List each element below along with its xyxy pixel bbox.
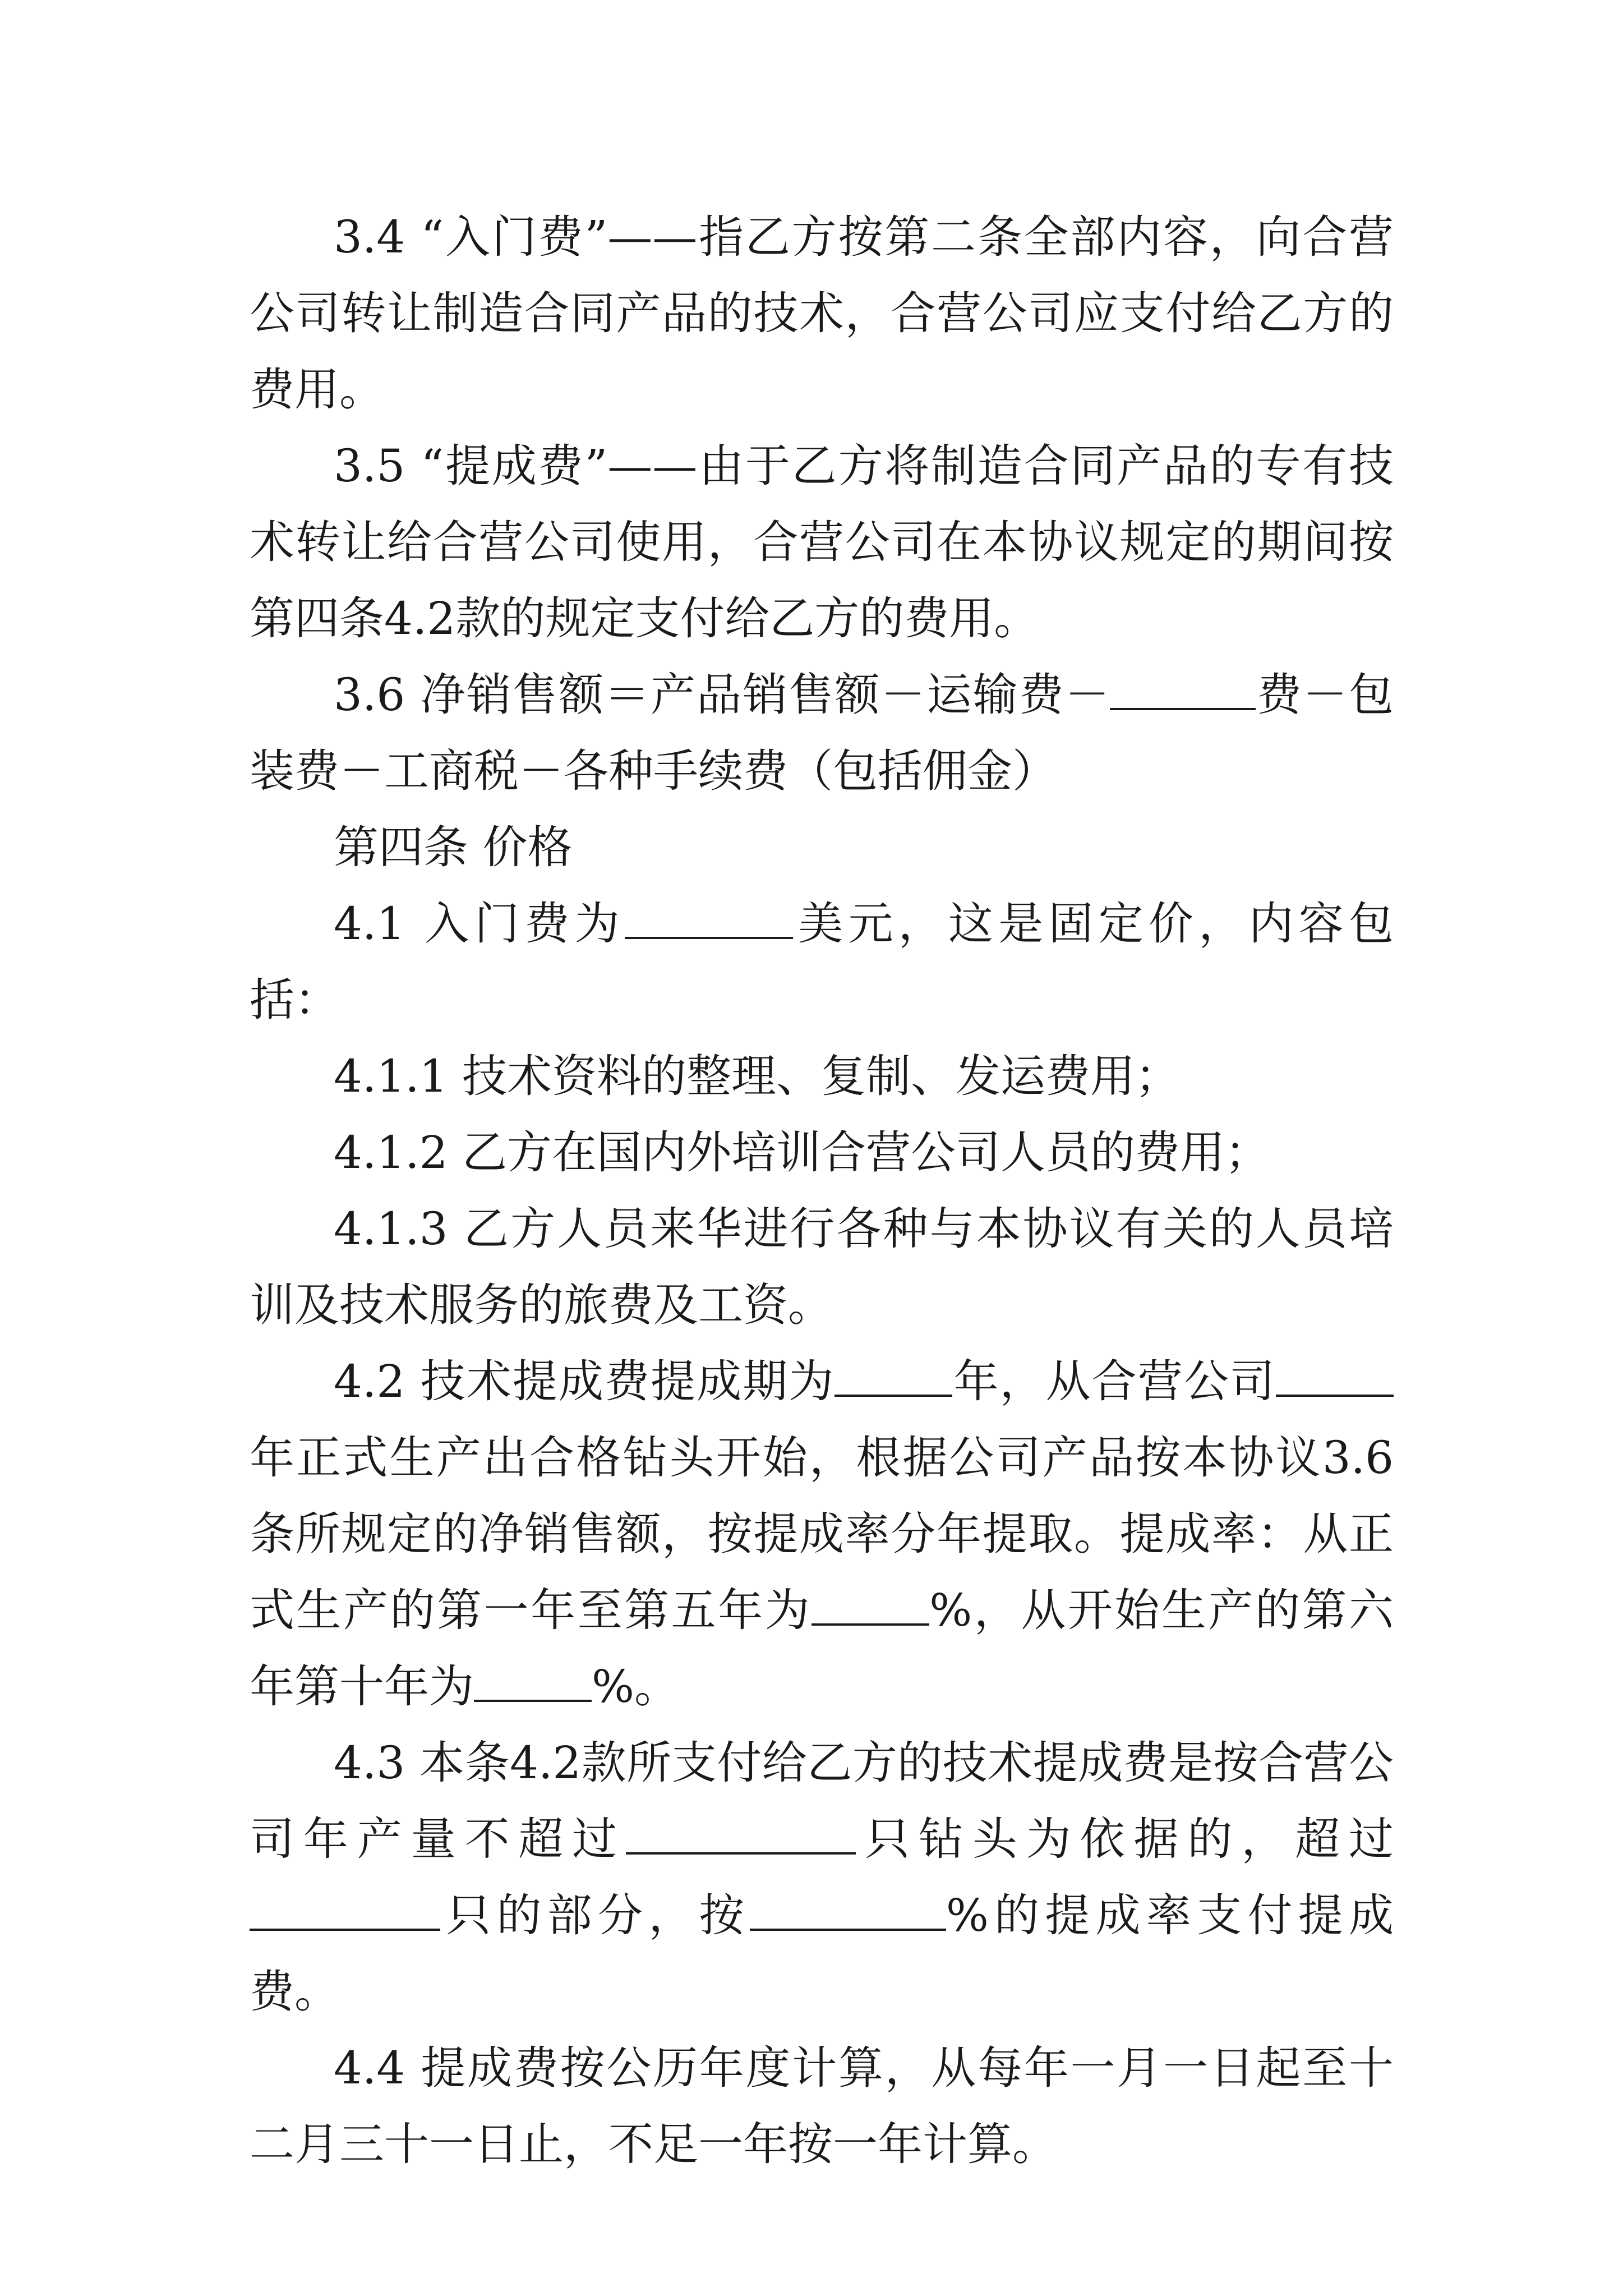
article-4-heading [250,809,1394,886]
clause-4-2-text-c: 年正式生产出合格钻头开始，根据公司产品按本协议3.6条所规定的净销售额，按提成率分年提取。提成率：从正式生产的第一年至第五年为 [250,1432,1394,1636]
clause-4-4 [250,2030,1394,2183]
clause-3-5-text: 3.5 “提成费”——由于乙方将制造合同产品的专有技术转让给合营公司使用，合营公司在本协议规定的期间按第四条4.2款的规定支付给乙方的费用。 [250,440,1394,645]
clause-3-6-text-a: 3.6 净销售额＝产品销售额－运输费－ [334,669,1110,721]
clause-4-3 [250,1725,1394,2030]
clause-3-6-text-b: 费－包装费－工商税－各种手续费（包括佣金） [250,669,1394,797]
clause-3-4-text: 3.4 “入门费”——指乙方按第二条全部内容，向合营公司转让制造合同产品的技术，合营公司应支付给乙方的费用。 [250,211,1394,416]
blank-field [474,1664,592,1702]
clause-4-2-text-d: %，从开始生产的第六年第十年为 [250,1584,1394,1713]
clause-4-1 [250,886,1394,1038]
blank-field [625,901,793,939]
clause-4-1-text-b: 美元，这是固定价，内容包括： [250,898,1394,1026]
article-4-title: 第四条 价格 [334,821,573,873]
clause-4-1-1 [250,1038,1394,1115]
clause-4-1-3-text: 4.1.3 乙方人员来华进行各种与本协议有关的人员培训及技术服务的旅费及工资。 [250,1203,1394,1331]
blank-field [834,1359,952,1397]
blank-field [626,1816,856,1855]
blank-field [811,1588,929,1626]
clause-4-4-text: 4.4 提成费按公历年度计算，从每年一月一日起至十二月三十一日止，不足一年按一年计算。 [250,2042,1394,2170]
clause-4-1-2-text: 4.1.2 乙方在国内外培训合营公司人员的费用； [334,1126,1270,1179]
clause-4-3-text-d: %的提成率支付提成费。 [250,1889,1394,2018]
clause-3-4 [250,199,1394,428]
clause-3-6 [250,657,1394,809]
clause-4-1-2 [250,1115,1394,1191]
clause-4-2-text-b: 年，从合营公司 [952,1355,1276,1407]
clause-4-1-text-a: 4.1 入门费为 [334,898,625,950]
clause-4-2 [250,1343,1394,1725]
clause-4-3-text-a: 4.3 本条4.2款所支付给乙方的技术提成费是按合营公司年产量不超过 [250,1737,1394,1865]
clause-4-2-text-e: %。 [592,1660,680,1713]
clause-4-3-text-b: 只钻头为依据的，超过 [856,1813,1394,1865]
blank-field [1110,672,1256,710]
clause-4-3-text-c: 只的部分，按 [440,1889,750,1941]
clause-4-1-3 [250,1191,1394,1343]
clause-4-1-1-text: 4.1.1 技术资料的整理、复制、发运费用； [334,1050,1180,1102]
blank-field [750,1893,946,1931]
clause-3-5 [250,428,1394,657]
clause-4-2-text-a: 4.2 技术提成费提成期为 [334,1355,835,1407]
blank-field [1276,1359,1394,1397]
blank-field [250,1893,440,1931]
document-body [250,199,1394,2183]
